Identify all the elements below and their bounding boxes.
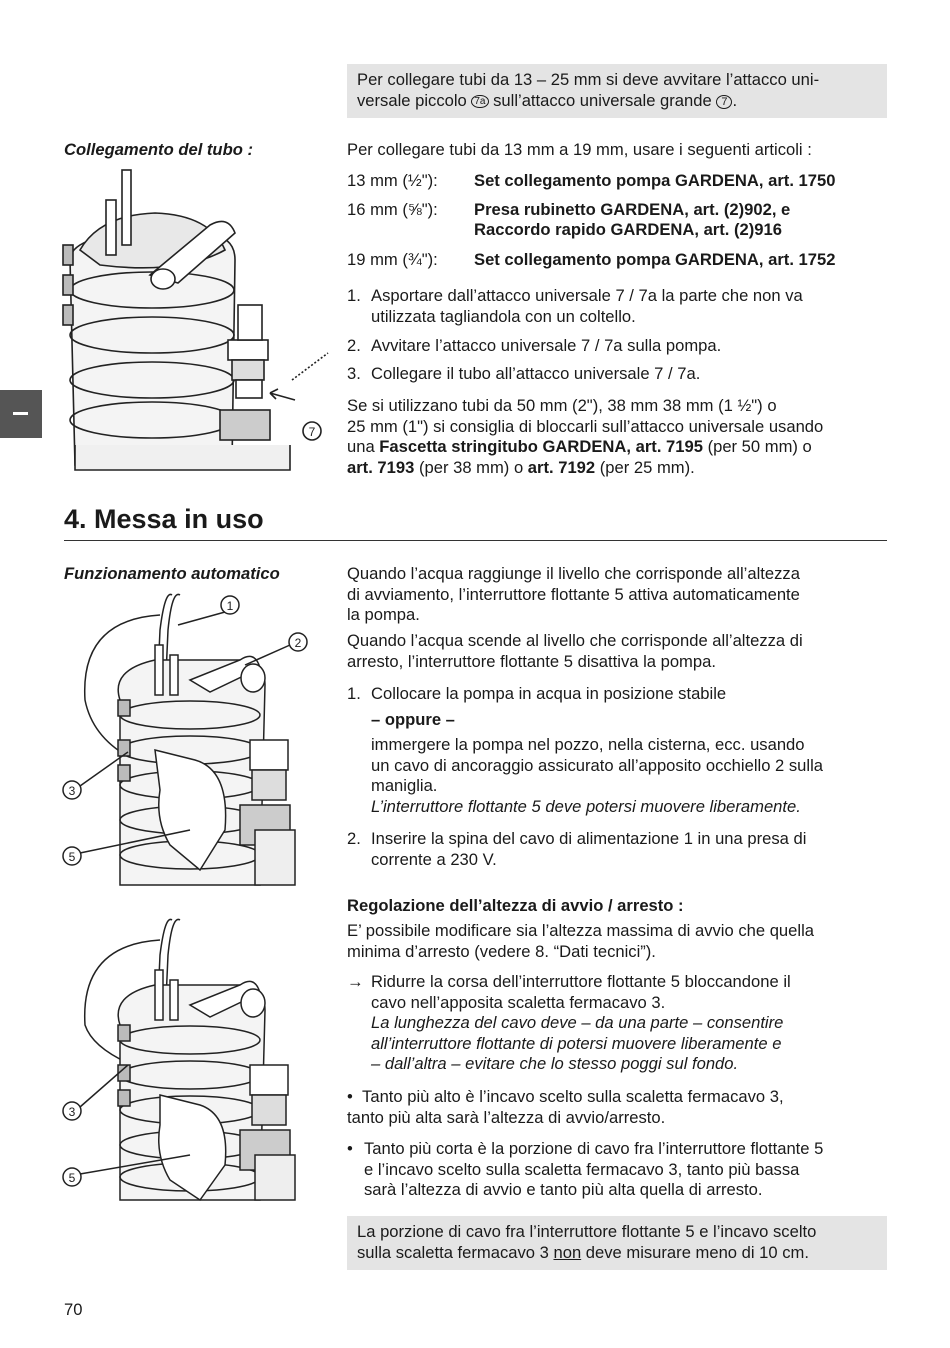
note-top-line2: versale piccolo 7a sull’attacco universale grande 7 . [357, 91, 738, 110]
fig-label-5: 5 [68, 850, 76, 864]
callout-7a: 7a [471, 95, 488, 108]
hose-intro: Per collegare tubi da 13 mm a 19 mm, usare i seguenti articoli : [347, 140, 812, 159]
fig-label-1: 1 [226, 599, 234, 613]
section-rule [64, 540, 887, 541]
fig-label-7: 7 [308, 425, 316, 439]
language-tab [0, 390, 42, 438]
pump-float-illustration-1 [60, 590, 330, 888]
callout-7: 7 [716, 95, 732, 109]
bullet-icon: • [347, 1139, 353, 1158]
hose-row-size: 13 mm (½"): [347, 171, 438, 190]
pump-hose-illustration [60, 165, 330, 477]
regulation-paragraph: E’ possibile modificare sia l’altezza massima di avvio che quella minima d’arresto (vedere 8. “Dati tecnici”). [347, 921, 814, 961]
regulation-heading: Regolazione dell’altezza di avvio / arresto : [347, 896, 684, 915]
hose-row-size: 16 mm (⅝"): [347, 200, 438, 219]
hose-row-size: 19 mm (¾"): [347, 250, 438, 269]
fig-label-3: 3 [68, 1105, 76, 1119]
note-bottom-line2: sulla scaletta fermacavo 3 non deve misurare meno di 10 cm. [357, 1243, 809, 1262]
hose-clamp-paragraph: Se si utilizzano tubi da 50 mm (2"), 38 mm 38 mm (1 ½") o 25 mm (1") si consiglia di bloccarli sull’attacco universale usando una Fascetta stringitubo GARDENA, art. 7195 (per 50 mm) o art. 7193 (per 38 mm) o art. 7192 (per 25 mm). [347, 396, 824, 477]
regulation-bullet-1: • Tanto più alto è l’incavo scelto sulla scaletta fermacavo 3, tanto più alta sarà l’altezza di avvio/arresto. [347, 1087, 784, 1127]
hose-row-item: Presa rubinetto GARDENA, art. (2)902, e [474, 200, 791, 219]
hose-heading: Collegamento del tubo : [64, 140, 253, 159]
pump-float-illustration-2 [60, 915, 330, 1205]
hose-row-item: Set collegamento pompa GARDENA, art. 1750 [474, 171, 836, 190]
auto-paragraph-1: Quando l’acqua raggiunge il livello che corrisponde all’altezza di avviamento, l’interruttore flottante 5 attiva automaticamente la pompa. [347, 564, 800, 624]
note-bottom-line1: La porzione di cavo fra l’interruttore flottante 5 e l’incavo scelto [357, 1222, 817, 1241]
arrow-icon: → [347, 972, 364, 991]
note-box-top [347, 64, 887, 118]
auto-step-1: 1. Collocare la pompa in acqua in posizione stabile – oppure – immergere la pompa nel pozzo, nella cisterna, ecc. usando un cavo di ancoraggio assicurato all’apposito occhiello 2 sulla maniglia. L’interruttore flottante 5 deve potersi muovere liberamente. [347, 684, 824, 816]
section-title: 4. Messa in uso [64, 504, 264, 534]
auto-paragraph-2: Quando l’acqua scende al livello che corrisponde all’altezza di arresto, l’interruttore flottante 5 disattiva la pompa. [347, 631, 803, 671]
fig-label-2: 2 [294, 636, 302, 650]
auto-heading: Funzionamento automatico [64, 564, 280, 583]
regulation-arrow-item: → Ridurre la corsa dell’interruttore flottante 5 bloccandone il cavo nell’apposita scaletta fermacavo 3. La lunghezza del cavo deve – da una parte – consentire all’interruttore flottante di potersi muovere liberamente e – dall’altra – evitare che lo stesso poggi sul fondo. [347, 972, 791, 1073]
tab-dash [13, 412, 28, 415]
note-box-bottom [347, 1216, 887, 1270]
hose-step-1: 1. Asportare dall’attacco universale 7 / 7a la parte che non va utilizzata tagliandola con un coltello. [347, 286, 803, 326]
fig-label-5: 5 [68, 1171, 76, 1185]
page-number: 70 [64, 1300, 83, 1319]
regulation-bullet-2: • Tanto più corta è la porzione di cavo fra l’interruttore flottante 5 e l’incavo scelto sulla scaletta fermacavo 3, tanto più bassa sarà l’altezza di avvio e tanto più alta quella di arresto. [347, 1139, 824, 1199]
hose-row-item: Set collegamento pompa GARDENA, art. 1752 [474, 250, 836, 269]
bullet-icon: • [347, 1087, 353, 1106]
fig-label-3: 3 [68, 784, 76, 798]
hose-row-item-2: Raccordo rapido GARDENA, art. (2)916 [474, 220, 782, 239]
note-top-line1: Per collegare tubi da 13 – 25 mm si deve avvitare l’attacco uni- [357, 70, 820, 89]
